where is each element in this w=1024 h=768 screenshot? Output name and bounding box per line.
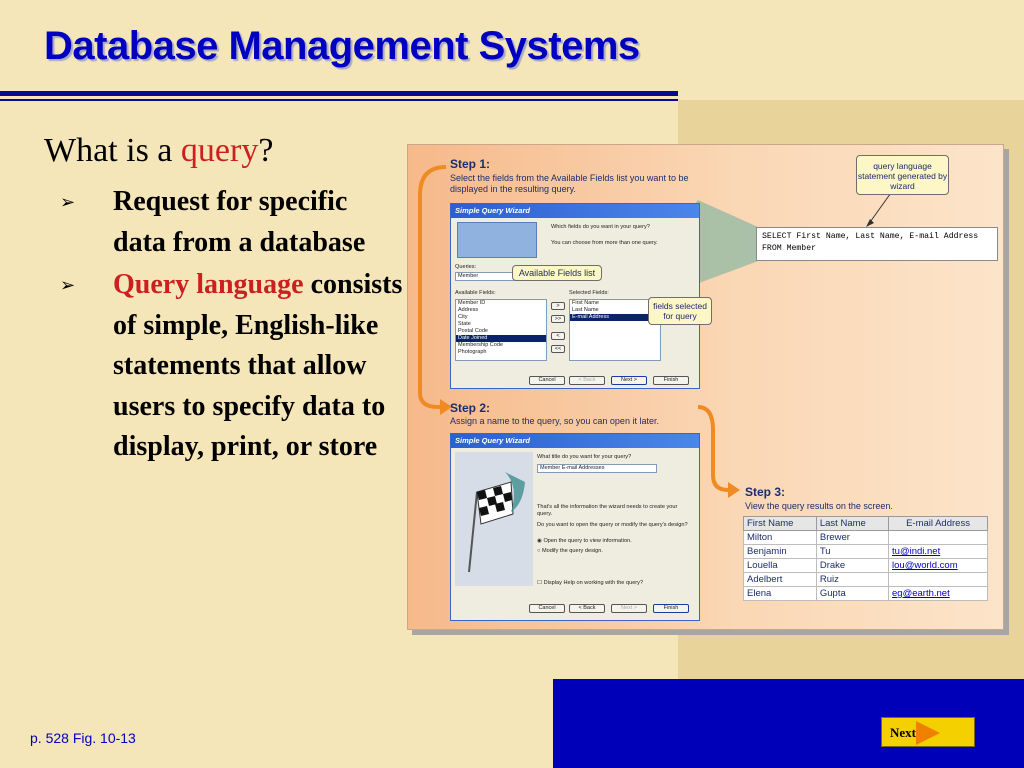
remove-field-button[interactable]: < (551, 332, 565, 340)
list-item[interactable]: Last Name (572, 307, 599, 313)
table-cell: Tu (816, 545, 888, 559)
question-highlight: query (180, 132, 259, 169)
table-cell: Gupta (816, 587, 888, 601)
remove-all-fields-button[interactable]: << (551, 345, 565, 353)
window-title: Simple Query Wizard (451, 434, 699, 448)
step1-arrow (420, 167, 446, 407)
cancel-button[interactable]: Cancel (529, 604, 565, 613)
email-link[interactable]: eg@earth.net (889, 587, 988, 601)
sql-line-1: SELECT First Name, Last Name, E-mail Address (762, 232, 979, 241)
modify-query-option[interactable] (537, 548, 603, 554)
list-item[interactable]: First Name (572, 300, 599, 306)
query-results-table (743, 516, 988, 601)
column-header[interactable]: First Name (744, 517, 817, 531)
step3-text: View the query results on the screen. (745, 501, 893, 511)
bullet-item (60, 265, 405, 468)
checkbox-icon: ☐ (537, 580, 544, 586)
wizard2-info-2: Do you want to open the query or modify the query's design? (537, 522, 688, 528)
open-query-label: Open the query to view information. (543, 538, 632, 544)
finish-button[interactable]: Finish (653, 604, 689, 613)
selected-fields-label: Selected Fields: (569, 290, 609, 296)
table-cell: Elena (744, 587, 817, 601)
table-row (744, 587, 988, 601)
title-rule-thick (0, 91, 678, 96)
sql-line-2: FROM Member (762, 244, 817, 253)
slide-title: Database Management Systems (44, 24, 640, 68)
query-title-input[interactable] (537, 464, 657, 473)
help-checkbox[interactable] (537, 580, 643, 586)
queries-value: Member (458, 273, 479, 279)
add-all-fields-button[interactable]: >> (551, 315, 565, 323)
table-cell: Milton (744, 531, 817, 545)
query-wizard-window-1 (450, 203, 700, 389)
column-header[interactable]: Last Name (816, 517, 888, 531)
next-wizard-button[interactable]: Next > (611, 604, 647, 613)
sql-callout: query language statement generated by wizard (856, 155, 949, 195)
wizard2-info-1: That's all the information the wizard needs to create your query. (537, 504, 678, 517)
list-item[interactable]: City (458, 314, 468, 320)
sql-statement (756, 227, 998, 261)
title-rule-thin (0, 99, 678, 101)
wizard-prompt-2: You can choose from more than one query. (551, 240, 658, 246)
table-row (744, 545, 988, 559)
question-suffix: ? (258, 132, 274, 169)
back-button[interactable]: < Back (569, 376, 605, 385)
cancel-button[interactable]: Cancel (529, 376, 565, 385)
table-cell: Benjamin (744, 545, 817, 559)
query-wizard-window-2 (450, 433, 700, 621)
list-item[interactable]: Address (458, 307, 479, 313)
table-cell (889, 531, 988, 545)
step3-heading: Step 3: (745, 485, 786, 499)
query-title-value: Member E-mail Addresses (540, 465, 605, 471)
table-cell: Ruiz (816, 573, 888, 587)
column-header[interactable]: E-mail Address (889, 517, 988, 531)
question-heading (44, 132, 273, 170)
radio-selected-icon: ◉ (537, 538, 544, 544)
list-item[interactable]: Postal Code (458, 328, 488, 334)
open-query-option[interactable] (537, 538, 632, 544)
available-fields-callout: Available Fields list (512, 265, 602, 281)
add-field-button[interactable]: > (551, 302, 565, 310)
table-cell: Louella (744, 559, 817, 573)
table-cell: Adelbert (744, 573, 817, 587)
table-cell (889, 573, 988, 587)
list-item-selected[interactable]: Date Joined (456, 335, 546, 342)
table-row (744, 573, 988, 587)
table-cell: Drake (816, 559, 888, 573)
bullet-text: Request for specific data from a database (113, 186, 366, 258)
back-button[interactable]: < Back (569, 604, 605, 613)
available-fields-label: Available Fields: (455, 290, 496, 296)
next-label: Next (890, 725, 916, 740)
checkered-flag-icon (455, 452, 533, 586)
fields-selected-callout: fields selected for query (648, 297, 712, 325)
list-item[interactable]: Membership Code (458, 342, 503, 348)
bullet-item (60, 182, 405, 263)
step1-text: Select the fields from the Available Fields list you want to be displayed in the resulting query. (450, 173, 689, 194)
table-header-row (744, 517, 988, 531)
email-link[interactable]: tu@indi.net (889, 545, 988, 559)
list-item[interactable]: State (458, 321, 471, 327)
finish-button[interactable]: Finish (653, 376, 689, 385)
table-row (744, 531, 988, 545)
modify-query-label: Modify the query design. (541, 548, 603, 554)
flag-illustration (455, 452, 533, 586)
wizard-prompt-1: Which fields do you want in your query? (551, 224, 650, 230)
bullet-list (60, 182, 405, 470)
sql-callout-pointer-head (866, 219, 874, 227)
step2-text: Assign a name to the query, so you can open it later. (450, 416, 659, 426)
window-title: Simple Query Wizard (451, 204, 699, 218)
available-fields-list[interactable] (455, 299, 547, 361)
radio-empty-icon: ○ (537, 548, 542, 554)
next-wizard-button[interactable]: Next > (611, 376, 647, 385)
table-illustration-icon (457, 222, 537, 258)
step2-heading: Step 2: (450, 401, 491, 415)
list-item[interactable]: Photograph (458, 349, 487, 355)
bullet-arrow-icon: ➢ (60, 192, 76, 212)
bullet-arrow-icon: ➢ (60, 275, 76, 295)
next-button[interactable] (881, 717, 975, 747)
step1-heading: Step 1: (450, 157, 491, 171)
list-item[interactable]: Member ID (458, 300, 486, 306)
queries-label: Queries: (455, 264, 477, 270)
bullet-highlight: Query language (113, 269, 304, 300)
figure-reference: p. 528 Fig. 10-13 (30, 730, 136, 746)
list-item-selected[interactable]: E-mail Address (570, 314, 660, 321)
help-checkbox-label: Display Help on working with the query? (543, 580, 644, 586)
next-arrow-icon (916, 721, 940, 745)
query-wizard-figure (407, 144, 1004, 630)
table-cell: Brewer (816, 531, 888, 545)
question-prefix: What is a (44, 132, 181, 169)
wizard2-prompt: What title do you want for your query? (537, 454, 632, 460)
table-row (744, 559, 988, 573)
step2-arrowhead (728, 482, 740, 498)
email-link[interactable]: lou@world.com (889, 559, 988, 573)
bullet-text: consists of simple, English-like statements that allow users to specify data to display, print, or store (113, 269, 403, 462)
